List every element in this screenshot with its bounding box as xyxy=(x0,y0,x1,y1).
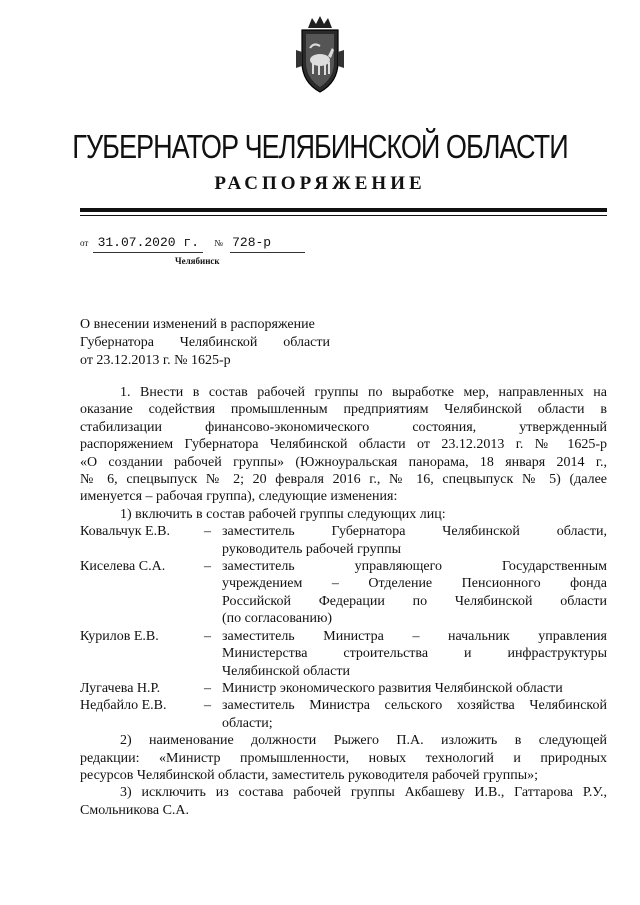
paragraph-line: 3) исключить из состава рабочей группы Акбашеву И.В., Гаттарова Р.У., xyxy=(120,785,607,801)
paragraph-line: стабилизации финансово-экономического состояния, утвержденный xyxy=(80,419,607,435)
role-line: области; xyxy=(222,715,273,731)
role-line: заместитель Министра – начальник управления xyxy=(222,628,607,644)
member-dash: – xyxy=(204,559,211,575)
member-dash: – xyxy=(204,628,211,644)
document-meta xyxy=(80,234,290,250)
date-value: 31.07.2020 г. xyxy=(97,235,199,250)
subject-line: от 23.12.2013 г. № 1625-р xyxy=(80,353,231,368)
governor-title: ГУБЕРНАТОР ЧЕЛЯБИНСКОЙ ОБЛАСТИ xyxy=(72,128,568,165)
header-rule-thin xyxy=(80,215,607,216)
member-dash: – xyxy=(204,680,211,696)
member-role xyxy=(222,558,607,628)
role-line: Российской Федерации по Челябинской области xyxy=(222,593,607,609)
paragraph-line: ресурсов Челябинской области, заместитель руководителя рабочей группы»; xyxy=(80,767,539,783)
member-row xyxy=(80,680,607,697)
role-line: заместитель управляющего Государственным xyxy=(222,559,607,575)
role-line: (по согласованию) xyxy=(222,611,333,627)
paragraph-line: «О создании рабочей группы» (Южноуральская панорама, 18 января 2014 г., xyxy=(80,454,607,470)
number-value: 728-р xyxy=(232,235,272,250)
number-label: № xyxy=(214,238,223,248)
paragraph-line: оказание содействия промышленным предприятиям Челябинской области в xyxy=(80,402,607,418)
date-underline xyxy=(93,252,203,253)
member-role xyxy=(222,628,607,680)
member-name: Ковальчук Е.В. xyxy=(80,524,170,540)
member-row xyxy=(80,558,607,628)
member-role xyxy=(222,523,607,558)
city-label: Челябинск xyxy=(175,256,220,266)
role-line: Челябинской области xyxy=(222,663,350,679)
member-row xyxy=(80,523,607,558)
paragraph-line: редакции: «Министр промышленности, новых технологий и природных xyxy=(80,750,607,766)
member-row xyxy=(80,697,607,732)
role-line: Министерства строительства и инфраструктуры xyxy=(222,646,607,662)
role-line: учреждением – Отделение Пенсионного фонда xyxy=(222,576,607,592)
role-line: заместитель Губернатора Челябинской области, xyxy=(222,524,607,540)
role-line: руководитель рабочей группы xyxy=(222,541,402,557)
document-type: РАСПОРЯЖЕНИЕ xyxy=(214,173,426,194)
role-line: заместитель Министра сельского хозяйства Челябинской xyxy=(222,698,607,714)
date-label: от xyxy=(80,238,89,248)
member-name: Курилов Е.В. xyxy=(80,628,159,644)
members-table xyxy=(80,523,607,732)
paragraph-line: Смольникова С.А. xyxy=(80,802,190,818)
role-line: Министр экономического развития Челябинской области xyxy=(222,680,563,696)
coat-of-arms-emblem xyxy=(288,12,352,94)
member-name: Лугачева Н.Р. xyxy=(80,680,161,696)
paragraph-line: 1. Внести в состав рабочей группы по выработке мер, направленных на xyxy=(120,385,607,400)
member-dash: – xyxy=(204,698,211,714)
subitem-line: 1) включить в состав рабочей группы следующих лиц: xyxy=(120,506,446,522)
document-body xyxy=(80,384,607,819)
paragraph-line: 2) наименование должности Рыжего П.А. изложить в следующей xyxy=(120,733,607,749)
member-row xyxy=(80,628,607,680)
header-rule-thick xyxy=(80,208,607,212)
paragraph-line: № 6, спецвыпуск № 2; 20 февраля 2016 г., № 16, спецвыпуск № 5) (далее xyxy=(80,472,607,488)
number-underline xyxy=(230,252,305,253)
member-role xyxy=(222,680,607,697)
subject-line: О внесении изменений в распоряжение xyxy=(80,317,315,332)
member-name: Недбайло Е.В. xyxy=(80,698,167,714)
member-name: Киселева С.А. xyxy=(80,559,166,575)
paragraph-line: распоряжением Губернатора Челябинской области от 23.12.2013 г. № 1625-р xyxy=(80,437,607,453)
member-dash: – xyxy=(204,524,211,540)
subject-line: Губернатора Челябинской области xyxy=(80,335,330,350)
paragraph-line: именуется – рабочая группа), следующие изменения: xyxy=(80,489,398,505)
subject-block xyxy=(80,316,330,370)
member-role xyxy=(222,697,607,732)
